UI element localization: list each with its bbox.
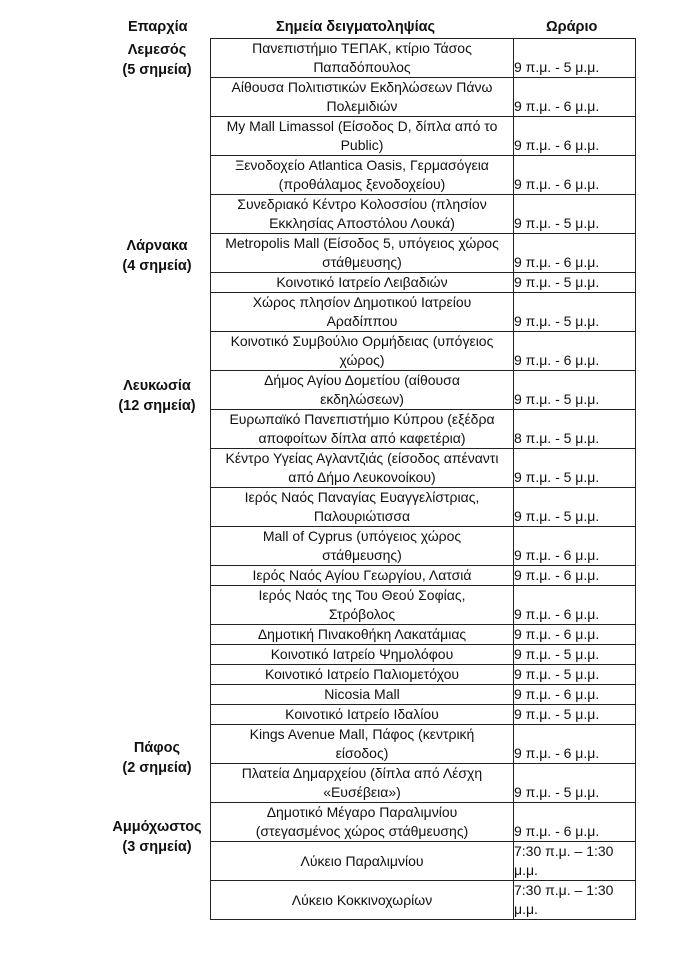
hours-cell: 9 π.μ. - 6 μ.μ. — [514, 332, 636, 371]
table-row — [211, 645, 636, 665]
site-cell — [211, 764, 514, 803]
site-name-line: Ιερός Ναός Αγίου Γεωργίου, Λατσιά — [252, 567, 472, 583]
site-name-line: Δημοτικό Μέγαρο Παραλιμνίου — [266, 804, 458, 820]
site-cell — [211, 705, 514, 725]
site-name-line: Κοινοτικό Ιατρείο Ιδαλίου — [285, 706, 439, 722]
district-famagusta — [104, 817, 210, 857]
site-cell — [211, 332, 514, 371]
site-cell — [211, 195, 514, 234]
site-name-line: Πλατεία Δημαρχείου (δίπλα από Λέσχη — [241, 765, 483, 781]
site-name-line: Στρόβολος — [328, 606, 396, 622]
site-name-line: My Mall Limassol (Είσοδος D, δίπλα από το — [226, 118, 498, 134]
hours-cell: 9 π.μ. - 5 μ.μ. — [514, 645, 636, 665]
table-row — [211, 195, 636, 234]
site-name-line: Αίθουσα Πολιτιστικών Εκδηλώσεων Πάνω — [231, 79, 493, 95]
site-cell — [211, 881, 514, 920]
site-cell — [211, 410, 514, 449]
hours-cell: 9 π.μ. - 6 μ.μ. — [514, 566, 636, 586]
table-row — [211, 39, 636, 78]
site-cell — [211, 665, 514, 685]
table-row — [211, 685, 636, 705]
site-name-line: Αραδίππου — [326, 313, 398, 329]
hours-cell: 9 π.μ. - 5 μ.μ. — [514, 764, 636, 803]
site-name-line: Mall of Cyprus (υπόγειος χώρος — [262, 528, 462, 544]
site-name-line: Λύκειο Παραλιμνίου — [300, 852, 424, 869]
site-name-line: (προθάλαμος ξενοδοχείου) — [278, 176, 446, 192]
table-row — [211, 78, 636, 117]
site-name-line: Χώρος πλησίον Δημοτικού Ιατρείου — [252, 294, 472, 310]
site-cell — [211, 293, 514, 332]
hours-cell: 8 π.μ. - 5 μ.μ. — [514, 410, 636, 449]
site-name-line: στάθμευσης) — [322, 547, 402, 563]
table-row — [211, 234, 636, 273]
site-name-line: Ξενοδοχείο Atlantica Oasis, Γερμασόγεια — [235, 157, 489, 173]
site-name-line: (στεγασμένος χώρος στάθμευσης) — [255, 823, 469, 839]
site-cell — [211, 117, 514, 156]
site-cell — [211, 625, 514, 645]
table-row — [211, 371, 636, 410]
hours-cell: 7:30 π.μ. – 1:30 μ.μ. — [514, 881, 636, 920]
site-name-line: Κοινοτικό Ιατρείο Ψημολόφου — [270, 646, 454, 662]
site-name-line: Συνεδριακό Κέντρο Κολοσσίου (πλησίον — [237, 196, 487, 212]
site-name-line: Ιερός Ναός Παναγίας Ευαγγελίστριας, — [244, 489, 480, 505]
table-row — [211, 586, 636, 625]
site-name-line: Κοινοτικό Ιατρείο Λειβαδιών — [276, 274, 448, 290]
district-count: (12 σημεία) — [118, 398, 196, 414]
site-name-line: είσοδος) — [335, 745, 389, 761]
site-name-line: Kings Avenue Mall, Πάφος (κεντρική — [249, 726, 475, 742]
site-cell — [211, 156, 514, 195]
hours-cell: 9 π.μ. - 6 μ.μ. — [514, 117, 636, 156]
site-name-line: Δήμος Αγίου Δομετίου (αίθουσα — [264, 372, 460, 388]
site-name-line: Παπαδόπουλος — [313, 59, 411, 75]
district-larnaca — [104, 236, 210, 276]
hours-cell: 9 π.μ. - 5 μ.μ. — [514, 488, 636, 527]
district-nicosia — [104, 376, 210, 416]
district-name: Λευκωσία — [123, 378, 191, 394]
header-hours: Ωράριο — [546, 19, 598, 35]
hours-cell: 9 π.μ. - 5 μ.μ. — [514, 705, 636, 725]
district-count: (3 σημεία) — [122, 839, 192, 855]
site-name-line: Δημοτική Πινακοθήκη Λακατάμιας — [257, 626, 467, 642]
site-cell — [211, 685, 514, 705]
site-name-line: Κέντρο Υγείας Αγλαντζιάς (είσοδος απέναντι — [225, 450, 499, 466]
site-cell — [211, 725, 514, 764]
site-name-line: χώρος) — [339, 352, 385, 368]
site-name-line: Πολεμιδιών — [326, 98, 398, 114]
site-cell — [211, 234, 514, 273]
hours-cell: 9 π.μ. - 6 μ.μ. — [514, 156, 636, 195]
district-count: (2 σημεία) — [122, 760, 192, 776]
district-name: Λάρνακα — [126, 238, 188, 254]
site-cell — [211, 273, 514, 293]
table-row — [211, 527, 636, 566]
site-cell — [211, 645, 514, 665]
site-name-line: Ευρωπαϊκό Πανεπιστήμιο Κύπρου (εξέδρα — [229, 411, 495, 427]
hours-cell: 9 π.μ. - 6 μ.μ. — [514, 234, 636, 273]
table-row — [211, 566, 636, 586]
hours-cell: 9 π.μ. - 6 μ.μ. — [514, 725, 636, 764]
hours-cell: 9 π.μ. - 6 μ.μ. — [514, 78, 636, 117]
table-row — [211, 488, 636, 527]
hours-cell: 9 π.μ. - 5 μ.μ. — [514, 39, 636, 78]
hours-cell: 9 π.μ. - 6 μ.μ. — [514, 625, 636, 645]
district-count: (5 σημεία) — [122, 62, 192, 78]
site-name-line: αποφοίτων δίπλα από καφετέρια) — [258, 430, 466, 446]
header-district: Επαρχία — [128, 19, 188, 35]
site-cell — [211, 803, 514, 842]
hours-cell: 9 π.μ. - 5 μ.μ. — [514, 371, 636, 410]
district-name: Πάφος — [133, 740, 181, 756]
site-name-line: Κοινοτικό Ιατρείο Παλιομετόχου — [264, 666, 460, 682]
hours-cell: 9 π.μ. - 5 μ.μ. — [514, 293, 636, 332]
site-cell — [211, 488, 514, 527]
hours-cell: 9 π.μ. - 6 μ.μ. — [514, 685, 636, 705]
site-cell — [211, 39, 514, 78]
site-name-line: Πανεπιστήμιο ΤΕΠΑΚ, κτίριο Τάσος — [252, 40, 472, 56]
site-name-line: Εκκλησίας Αποστόλου Λουκά) — [269, 215, 455, 231]
site-cell — [211, 842, 514, 881]
site-name-line: Ιερός Ναός της Του Θεού Σοφίας, — [258, 587, 466, 603]
district-limassol — [104, 40, 210, 80]
site-cell — [211, 586, 514, 625]
hours-cell: 9 π.μ. - 5 μ.μ. — [514, 449, 636, 488]
district-name: Αμμόχωστος — [112, 819, 202, 835]
site-name-line: Λύκειο Κοκκινοχωρίων — [291, 891, 433, 908]
hours-cell: 9 π.μ. - 6 μ.μ. — [514, 586, 636, 625]
district-name: Λεμεσός — [127, 42, 187, 58]
sampling-sites-table — [210, 38, 636, 920]
table-row — [211, 842, 636, 881]
table-row — [211, 881, 636, 920]
table-row — [211, 764, 636, 803]
table-row — [211, 293, 636, 332]
table-row — [211, 117, 636, 156]
hours-cell: 9 π.μ. - 5 μ.μ. — [514, 195, 636, 234]
table-row — [211, 665, 636, 685]
district-paphos — [104, 738, 210, 778]
site-name-line: από Δήμο Λευκονοίκου) — [288, 469, 436, 485]
site-name-line: εκδηλώσεων) — [320, 391, 404, 407]
site-name-line: Nicosia Mall — [324, 686, 400, 702]
site-name-line: Παλουριώτισσα — [313, 508, 411, 524]
table-row — [211, 625, 636, 645]
table-row — [211, 156, 636, 195]
site-name-line: Κοινοτικό Συμβούλιο Ορμήδειας (υπόγειος — [230, 333, 494, 349]
table-row — [211, 725, 636, 764]
header-sampling-sites: Σημεία δειγματοληψίας — [276, 19, 436, 35]
site-name-line: «Ευσέβεια») — [323, 784, 401, 800]
hours-cell: 9 π.μ. - 5 μ.μ. — [514, 273, 636, 293]
site-name-line: στάθμευσης) — [322, 254, 402, 270]
hours-cell: 9 π.μ. - 6 μ.μ. — [514, 527, 636, 566]
hours-cell: 9 π.μ. - 6 μ.μ. — [514, 803, 636, 842]
table-row — [211, 410, 636, 449]
table-row — [211, 803, 636, 842]
hours-cell: 7:30 π.μ. – 1:30 μ.μ. — [514, 842, 636, 881]
table-row — [211, 332, 636, 371]
site-name-line: Public) — [340, 137, 384, 153]
table-row — [211, 705, 636, 725]
table-row — [211, 273, 636, 293]
site-cell — [211, 527, 514, 566]
site-name-line: Metropolis Mall (Είσοδος 5, υπόγειος χώρος — [225, 235, 499, 251]
site-cell — [211, 78, 514, 117]
table-row — [211, 449, 636, 488]
site-cell — [211, 566, 514, 586]
hours-cell: 9 π.μ. - 5 μ.μ. — [514, 665, 636, 685]
district-count: (4 σημεία) — [122, 258, 192, 274]
site-cell — [211, 371, 514, 410]
site-cell — [211, 449, 514, 488]
